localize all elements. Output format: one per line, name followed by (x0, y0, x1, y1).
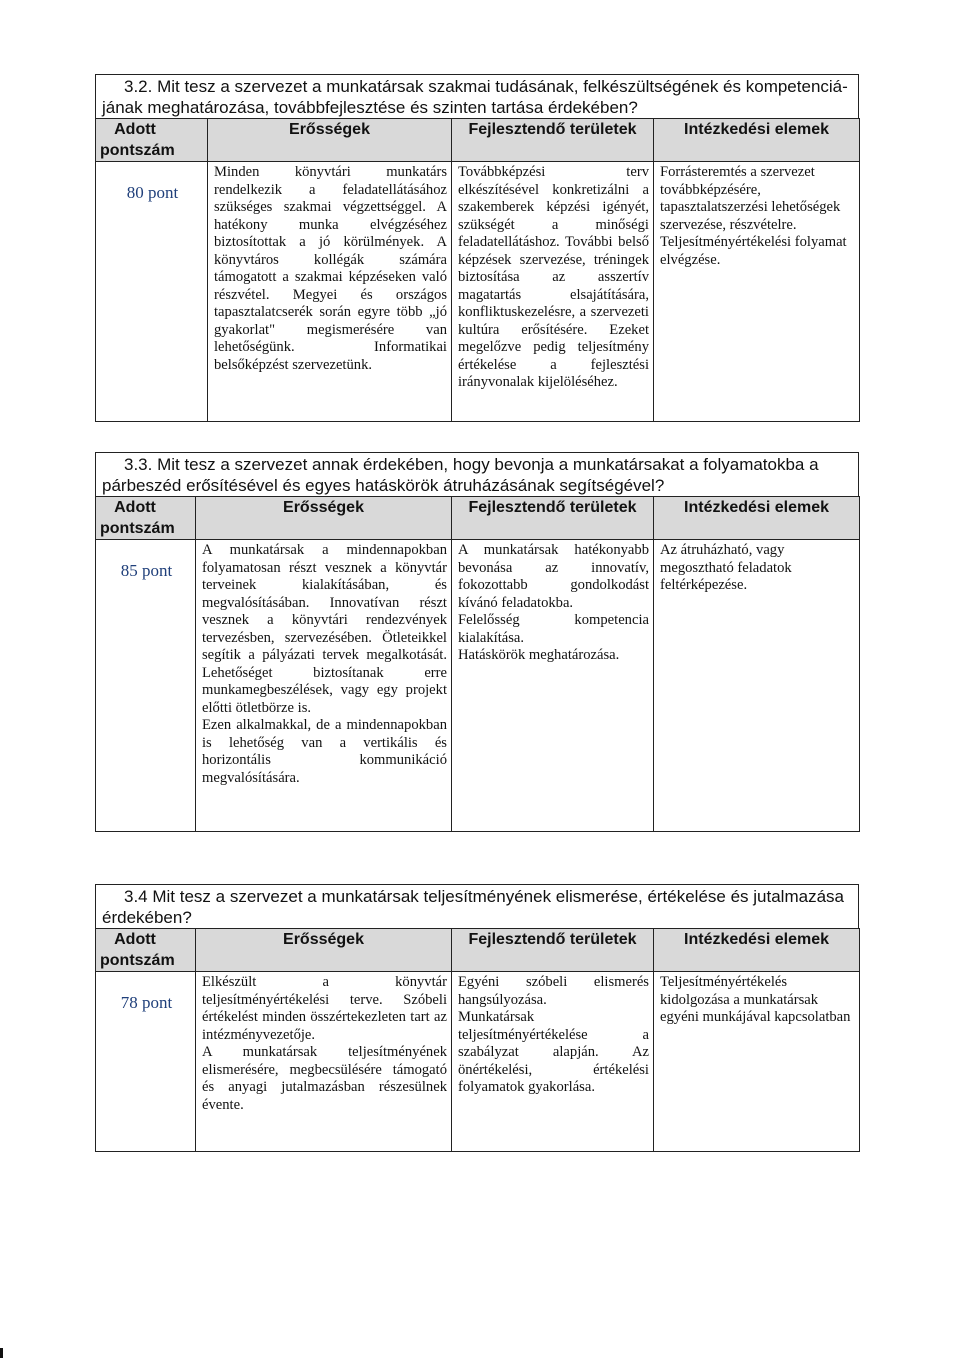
score-cell: 78 pont (96, 972, 196, 1152)
question-box (95, 452, 859, 496)
scan-mark (0, 1348, 3, 1358)
section-3-4 (95, 884, 859, 1152)
assessment-table (95, 496, 860, 832)
header-improvements: Fejlesztendő területek (452, 119, 654, 162)
assessment-table (95, 928, 860, 1152)
header-actions: Intézkedési elemek (654, 929, 860, 972)
header-points: Adott pontszám (96, 497, 196, 540)
header-improvements: Fejlesztendő területek (452, 929, 654, 972)
improvements-cell: A munkatársak hatékonyabb bevonása az innovatív, fokozottabb gondolkodást kívánó feladatokba. Felelősség kompetencia kialakítása. Hatáskörök meghatározása. (452, 540, 654, 832)
question-box (95, 884, 859, 928)
header-strengths: Erősségek (196, 497, 452, 540)
strengths-cell: Elkészült a könyvtár teljesítményértékelési terve. Szóbeli értékelést minden összértekezleten tart az intézményvezetője. A munkatársak teljesítményének elismerésére, megbecsülésére támogató és anyagi jutalmazásban részesülnek évente. (196, 972, 452, 1152)
question-line-1: 3.2. Mit tesz a szervezet a munkatársak szakmai tudásának, felkészültségének és kompetenciá- (124, 77, 848, 96)
question-box (95, 74, 859, 118)
header-improvements: Fejlesztendő területek (452, 497, 654, 540)
question-line-2: érdekében? (102, 908, 192, 927)
strengths-cell: Minden könyvtári munkatárs rendelkezik a feladatellátásához szükséges szakmai végzettséggel. A hatékony munka elvégzéséhez biztosítottak a jó körülmények. A könyvtáros kollégák számára támogatott a szakmai képzéseken való részvétel. Megyei és országos tapasztalatcserék során egyre több „jó gyakorlat" megismerésére van lehetőségünk. Informatikai belsőképzést szervezetünk. (208, 162, 452, 422)
question-line-1: 3.4 Mit tesz a szervezet a munkatársak teljesítményének elismerése, értékelése és jutalmazása (124, 887, 844, 906)
assessment-table (95, 118, 860, 422)
table-row (96, 162, 860, 422)
improvements-cell: Továbbképzési terv elkészítésével konkretizálni a szakemberek képzési igényét, szükségét a minőségi feladatellátáshoz. További belső képzések szervezése, tréningek biztosítása az asszertív magatartás elsajátítására, konfliktuskezelésre, a szervezeti kultúra erősítésére. Ezeket megelőzve pedig teljesítmény értékelése a fejlesztési irányvonalak kijelöléséhez. (452, 162, 654, 422)
actions-cell: Teljesítményértékelés kidolgozása a munkatársak egyéni munkájával kapcsolatban (654, 972, 860, 1152)
section-3-3 (95, 452, 859, 832)
score-cell: 80 pont (96, 162, 208, 422)
header-points: Adott pontszám (96, 929, 196, 972)
header-actions: Intézkedési elemek (654, 119, 860, 162)
header-row (96, 119, 860, 162)
improvements-cell: Egyéni szóbeli elismerés hangsúlyozása. Munkatársak teljesítményértékelése a szabályzat alapján. Az önértékelési, értékelési folyamatok gyakorlása. (452, 972, 654, 1152)
actions-cell: Forrásteremtés a szervezet továbbképzésére, tapasztalatszerzési lehetőségek szervezése, részvételre. Teljesítményértékelési folyamat elvégzése. (654, 162, 860, 422)
header-strengths: Erősségek (196, 929, 452, 972)
header-actions: Intézkedési elemek (654, 497, 860, 540)
strengths-cell: A munkatársak a mindennapokban folyamatosan részt vesznek a könyvtár terveinek kialakításában, és megvalósításában. Innovatívan részt vesznek a könyvtári rendezvények tervezésben, szervezésében. Ötleteikkel segítik a pályázati tervek megalkotását. Lehetőséget biztosítanak erre munkamegbeszélések, vagy egy projekt előtti ötletbörze is. Ezen alkalmakkal, de a mindennapokban is lehetőség van a vertikális és horizontális kommunikáció megvalósítására. (196, 540, 452, 832)
table-row (96, 540, 860, 832)
header-points: Adott pontszám (96, 119, 208, 162)
header-row (96, 929, 860, 972)
question-line-2: jának meghatározása, továbbfejlesztése és szinten tartása érdekében? (102, 98, 638, 117)
table-row (96, 972, 860, 1152)
question-line-1: 3.3. Mit tesz a szervezet annak érdekében, hogy bevonja a munkatársakat a folyamatokba a (124, 455, 819, 474)
section-3-2 (95, 74, 859, 422)
question-line-2: párbeszéd erősítésével és egyes hatáskörök átruházásának segítségével? (102, 476, 665, 495)
score-cell: 85 pont (96, 540, 196, 832)
header-row (96, 497, 860, 540)
actions-cell: Az átruházható, vagy megosztható feladatok feltérképezése. (654, 540, 860, 832)
header-strengths: Erősségek (208, 119, 452, 162)
